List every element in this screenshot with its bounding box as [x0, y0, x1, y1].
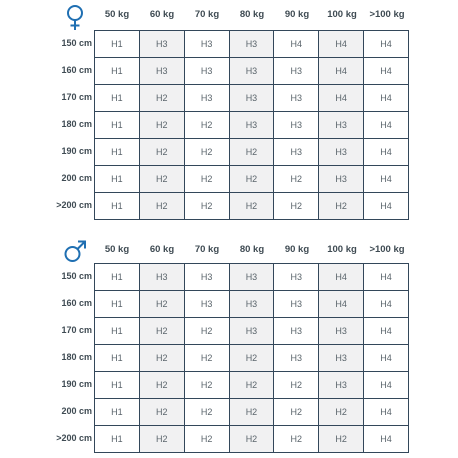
- table-cell: H2: [139, 426, 184, 453]
- table-cell: H2: [274, 166, 319, 193]
- table-cell: H3: [229, 264, 274, 291]
- table-cell: H2: [229, 372, 274, 399]
- table-row: [95, 426, 409, 453]
- table-cell: H2: [184, 318, 229, 345]
- height-header: >200 cm: [56, 433, 92, 443]
- table-cell: H1: [95, 112, 140, 139]
- table-cell: H4: [319, 264, 364, 291]
- table-cell: H4: [319, 58, 364, 85]
- table-cell: H3: [229, 85, 274, 112]
- table-cell: H3: [319, 318, 364, 345]
- table-cell: H4: [364, 139, 409, 166]
- height-header: 170 cm: [61, 92, 92, 102]
- table-cell: H2: [319, 193, 364, 220]
- height-header: 200 cm: [61, 406, 92, 416]
- table-row: [95, 345, 409, 372]
- table-cell: H3: [274, 345, 319, 372]
- male-symbol-icon: [62, 237, 88, 265]
- table-cell: H2: [319, 399, 364, 426]
- height-header: 170 cm: [61, 325, 92, 335]
- table-cell: H2: [139, 166, 184, 193]
- table-cell: H2: [139, 85, 184, 112]
- table-cell: H2: [184, 166, 229, 193]
- table-cell: H4: [319, 85, 364, 112]
- table-cell: H2: [139, 318, 184, 345]
- table-cell: H3: [274, 291, 319, 318]
- table-cell: H2: [274, 399, 319, 426]
- table-cell: H2: [184, 426, 229, 453]
- table-cell: H3: [184, 31, 229, 58]
- table-cell: H4: [364, 318, 409, 345]
- table-cell: H2: [319, 426, 364, 453]
- table-cell: H2: [139, 345, 184, 372]
- table-cell: H2: [229, 345, 274, 372]
- table-cell: H2: [274, 426, 319, 453]
- table-cell: H3: [274, 112, 319, 139]
- table-cell: H3: [229, 58, 274, 85]
- table-cell: H4: [364, 31, 409, 58]
- table-cell: H3: [229, 291, 274, 318]
- table-cell: H2: [229, 426, 274, 453]
- weight-header: >100 kg: [369, 9, 405, 20]
- height-header: 150 cm: [61, 271, 92, 281]
- table-cell: H2: [229, 399, 274, 426]
- table-cell: H2: [184, 193, 229, 220]
- weight-header: 70 kg: [194, 9, 220, 20]
- table-cell: H3: [139, 264, 184, 291]
- table-cell: H3: [319, 345, 364, 372]
- weight-header: 60 kg: [149, 9, 175, 20]
- table-cell: H3: [229, 112, 274, 139]
- table-row: [95, 372, 409, 399]
- table-cell: H1: [95, 264, 140, 291]
- table-cell: H2: [274, 372, 319, 399]
- table-cell: H4: [319, 291, 364, 318]
- weight-header: 60 kg: [149, 244, 175, 255]
- table-cell: H1: [95, 58, 140, 85]
- table-cell: H1: [95, 426, 140, 453]
- height-header: 180 cm: [61, 352, 92, 362]
- weight-header: 90 kg: [284, 9, 310, 20]
- table-cell: H4: [364, 345, 409, 372]
- table-cell: H3: [274, 318, 319, 345]
- table-cell: H1: [95, 166, 140, 193]
- table-row: [95, 399, 409, 426]
- weight-header: 80 kg: [239, 9, 265, 20]
- table-cell: H4: [364, 264, 409, 291]
- table-cell: H1: [95, 345, 140, 372]
- table-cell: H3: [184, 58, 229, 85]
- table-cell: H3: [319, 372, 364, 399]
- height-header: >200 cm: [56, 200, 92, 210]
- height-header: 160 cm: [61, 298, 92, 308]
- table-cell: H3: [319, 112, 364, 139]
- table-cell: H4: [319, 31, 364, 58]
- table-cell: H2: [184, 139, 229, 166]
- table-cell: H4: [364, 291, 409, 318]
- height-header: 200 cm: [61, 173, 92, 183]
- table-cell: H4: [364, 426, 409, 453]
- female-size-grid: [94, 30, 409, 220]
- table-cell: H3: [229, 31, 274, 58]
- table-cell: H1: [95, 399, 140, 426]
- table-cell: H3: [184, 85, 229, 112]
- table-cell: H4: [364, 58, 409, 85]
- table-row: [95, 193, 409, 220]
- weight-header: 100 kg: [327, 9, 357, 20]
- height-header: 180 cm: [61, 119, 92, 129]
- table-cell: H2: [184, 372, 229, 399]
- weight-header: 90 kg: [284, 244, 310, 255]
- height-header: 150 cm: [61, 38, 92, 48]
- table-cell: H3: [139, 58, 184, 85]
- male-section: [0, 235, 458, 458]
- table-cell: H2: [229, 193, 274, 220]
- weight-header: 80 kg: [239, 244, 265, 255]
- table-cell: H3: [139, 31, 184, 58]
- male-size-grid: [94, 263, 409, 453]
- height-header: 160 cm: [61, 65, 92, 75]
- table-cell: H2: [184, 112, 229, 139]
- table-cell: H4: [364, 399, 409, 426]
- table-cell: H1: [95, 372, 140, 399]
- table-cell: H3: [319, 166, 364, 193]
- table-cell: H2: [139, 139, 184, 166]
- table-cell: H4: [274, 31, 319, 58]
- height-header: 190 cm: [61, 379, 92, 389]
- weight-header: 50 kg: [104, 244, 130, 255]
- table-cell: H2: [184, 399, 229, 426]
- table-cell: H4: [364, 372, 409, 399]
- table-row: [95, 58, 409, 85]
- table-cell: H2: [139, 193, 184, 220]
- table-cell: H4: [364, 112, 409, 139]
- table-row: [95, 31, 409, 58]
- height-header: 190 cm: [61, 146, 92, 156]
- female-section: [0, 0, 458, 228]
- table-row: [95, 318, 409, 345]
- table-cell: H1: [95, 31, 140, 58]
- table-cell: H3: [229, 318, 274, 345]
- table-cell: H1: [95, 318, 140, 345]
- table-cell: H4: [364, 193, 409, 220]
- table-row: [95, 85, 409, 112]
- table-row: [95, 139, 409, 166]
- table-cell: H3: [184, 291, 229, 318]
- table-cell: H2: [229, 139, 274, 166]
- table-cell: H2: [274, 193, 319, 220]
- table-cell: H2: [184, 345, 229, 372]
- table-cell: H4: [364, 166, 409, 193]
- table-row: [95, 291, 409, 318]
- table-row: [95, 264, 409, 291]
- weight-header: 50 kg: [104, 9, 130, 20]
- table-cell: H1: [95, 193, 140, 220]
- table-cell: H4: [364, 85, 409, 112]
- weight-header: 70 kg: [194, 244, 220, 255]
- table-row: [95, 112, 409, 139]
- table-cell: H3: [274, 85, 319, 112]
- table-cell: H3: [274, 264, 319, 291]
- table-row: [95, 166, 409, 193]
- table-cell: H3: [319, 139, 364, 166]
- table-cell: H3: [274, 139, 319, 166]
- table-cell: H2: [139, 372, 184, 399]
- table-cell: H1: [95, 139, 140, 166]
- table-cell: H1: [95, 85, 140, 112]
- weight-header: >100 kg: [369, 244, 405, 255]
- table-cell: H2: [139, 399, 184, 426]
- table-cell: H2: [139, 112, 184, 139]
- female-symbol-icon: [62, 3, 88, 31]
- table-cell: H2: [139, 291, 184, 318]
- weight-header: 100 kg: [327, 244, 357, 255]
- table-cell: H1: [95, 291, 140, 318]
- table-cell: H2: [229, 166, 274, 193]
- table-cell: H3: [184, 264, 229, 291]
- table-cell: H3: [274, 58, 319, 85]
